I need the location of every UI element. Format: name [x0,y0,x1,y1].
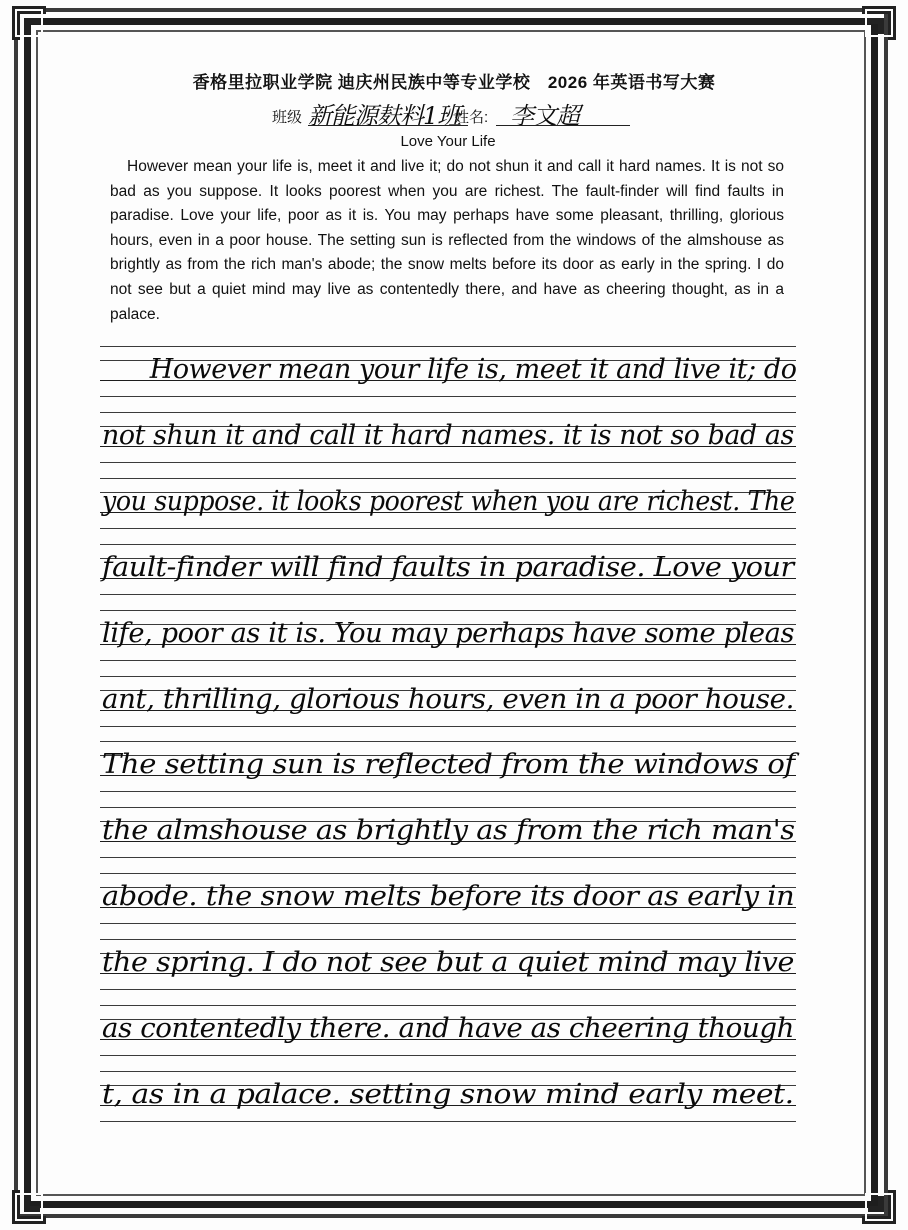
handwriting-line: you suppose. it looks poorest when you are richest. The [102,485,795,517]
ruled-line [100,660,796,661]
ruled-line [100,726,796,727]
class-label: 班级 [272,109,303,126]
handwriting-row [100,478,796,544]
corner-ornament-icon [10,4,48,42]
handwriting-row [100,544,796,610]
ruled-line [100,462,796,463]
ruled-line [100,346,796,347]
name-value: 李文超 [510,102,579,130]
handwriting-line: However mean your life is, meet it and live it; do [149,354,797,385]
handwriting-line: abode. the snow melts before its door as early in [102,881,795,913]
ruled-line [100,741,796,742]
ruled-line [100,791,796,792]
essay-body: However mean your life is, meet it and live it; do not shun it and call it hard names. It is not so bad as you suppose. It looks poorest when you are richest. The fault-finder will find faults in paradise. Love your life, poor as it is. You may perhaps have some pleasant, thrilling, glorious hours, even in a poor house. The setting sun is reflected from the windows of the almshouse as brightly as from the rich man's abode; the snow melts before its door as early in the spring. I do not see but a quiet mind may live as contentedly there, and have as cheering thought, as in a palace. [110,158,784,323]
handwriting-line: The setting sun is reflected from the windows of [102,749,795,781]
ruled-line [100,544,796,545]
handwriting-line: as contentedly there. and have as cheering though [102,1013,795,1044]
handwriting-row [100,873,796,939]
ruled-line [100,478,796,479]
ruled-line [100,1071,796,1072]
handwriting-line: not shun it and call it hard names. it is not so bad as [102,419,794,451]
essay-title: Love Your Life [400,133,496,150]
ruled-line [100,807,796,808]
ruled-line [100,1055,796,1056]
ruled-line [100,857,796,858]
handwriting-row [100,939,796,1005]
handwriting-row [100,1005,796,1071]
handwriting-row [100,1071,796,1137]
corner-ornament-icon [860,1188,898,1226]
ruled-line [100,528,796,529]
handwriting-row [100,676,796,742]
ruled-line [100,594,796,595]
ruled-line [100,989,796,990]
class-value: 新能源麸料1班 [308,102,461,130]
student-info-line [272,96,642,128]
class-underline [308,125,468,126]
name-label: 姓名: [454,109,489,126]
corner-ornament-icon [10,1188,48,1226]
ruled-line [100,1005,796,1006]
handwriting-line: t, as in a palace. setting snow mind early meet. [102,1078,794,1110]
ruled-line [100,676,796,677]
handwriting-line: life, poor as it is. You may perhaps have some pleas [102,617,795,649]
contest-title: 香格里拉职业学院 迪庆州民族中等专业学校 2026 年英语书写大赛 [192,73,716,92]
handwriting-row [100,610,796,676]
ruled-line [100,412,796,413]
ruled-line [100,396,796,397]
handwriting-line: fault-finder will find faults in paradise. Love your [102,551,794,583]
corner-ornament-icon [860,4,898,42]
ruled-line [100,939,796,940]
handwriting-row [100,346,796,412]
handwriting-row [100,807,796,873]
name-underline [496,125,630,126]
ruled-line [100,610,796,611]
handwriting-row [100,412,796,478]
ruled-line [100,923,796,924]
ruled-line [100,873,796,874]
handwriting-row [100,741,796,807]
ruled-line [100,1121,796,1122]
handwriting-area [100,346,796,1126]
handwriting-line: the spring. I do not see but a quiet mind may live [102,947,794,979]
handwriting-line: the almshouse as brightly as from the rich man's [102,815,795,847]
handwriting-line: ant, thrilling, glorious hours, even in a poor house. [102,683,795,715]
